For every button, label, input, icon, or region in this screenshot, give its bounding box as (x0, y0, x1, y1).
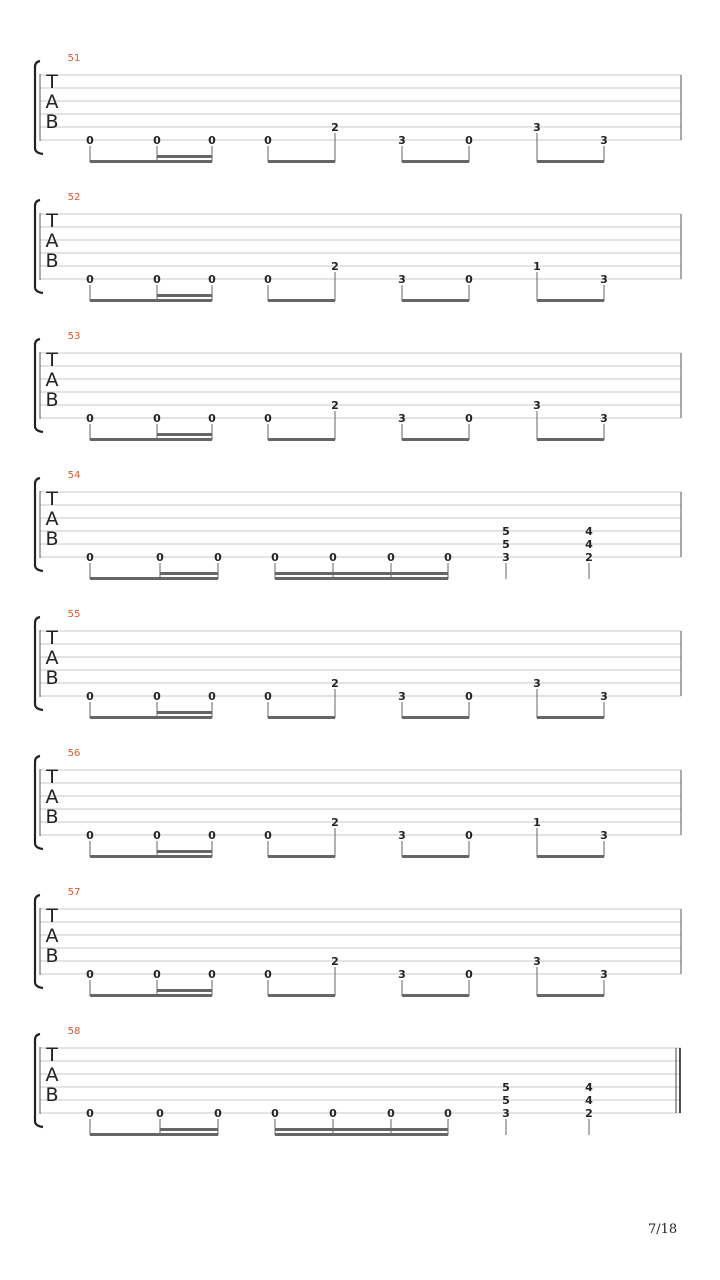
beam (90, 160, 212, 163)
chord-fret-number: 4 (585, 1081, 593, 1094)
beam (90, 855, 212, 858)
secondary-beam (157, 850, 212, 853)
fret-number: 0 (264, 829, 272, 842)
measure-number: 55 (67, 609, 81, 620)
tab-clef-b: B (45, 528, 59, 550)
beam (90, 438, 212, 441)
fret-number: 0 (444, 1107, 452, 1120)
system-56 (35, 748, 681, 858)
fret-number: 0 (271, 551, 279, 564)
measure-number: 54 (67, 470, 81, 481)
beam (402, 855, 469, 858)
chord-fret-number: 3 (502, 1107, 510, 1120)
beam (537, 160, 604, 163)
tab-clef-t: T (46, 1044, 58, 1066)
fret-number: 3 (600, 690, 608, 703)
page-number: 7/18 (648, 1222, 678, 1237)
fret-number: 3 (600, 412, 608, 425)
fret-number: 0 (329, 1107, 337, 1120)
fret-number: 0 (153, 829, 161, 842)
chord-fret-number: 5 (502, 525, 510, 538)
fret-number: 3 (398, 412, 406, 425)
fret-number: 2 (331, 677, 339, 690)
tab-clef-b: B (45, 250, 59, 272)
system-57 (35, 887, 681, 997)
measure-number: 53 (67, 331, 81, 342)
chord-fret-number: 5 (502, 1081, 510, 1094)
beam (537, 716, 604, 719)
secondary-beam (275, 1128, 448, 1131)
fret-number: 0 (153, 968, 161, 981)
fret-number: 0 (264, 412, 272, 425)
beam (90, 577, 218, 580)
measure-number: 58 (67, 1026, 81, 1037)
tab-clef-a: A (45, 508, 59, 530)
fret-number: 0 (86, 968, 94, 981)
chord-fret-number: 2 (585, 551, 593, 564)
tab-clef-t: T (46, 71, 58, 93)
tab-clef-b: B (45, 389, 59, 411)
fret-number: 3 (398, 134, 406, 147)
tab-clef-a: A (45, 647, 59, 669)
secondary-beam (157, 155, 212, 158)
tab-clef-t: T (46, 349, 58, 371)
secondary-beam (157, 294, 212, 297)
fret-number: 0 (208, 829, 216, 842)
fret-number: 0 (214, 551, 222, 564)
measure-number: 52 (67, 192, 81, 203)
fret-number: 2 (331, 121, 339, 134)
secondary-beam (275, 572, 448, 575)
tab-clef-b: B (45, 667, 59, 689)
fret-number: 0 (264, 968, 272, 981)
beam (402, 438, 469, 441)
tab-clef-b: B (45, 945, 59, 967)
fret-number: 0 (153, 690, 161, 703)
fret-number: 3 (600, 134, 608, 147)
measure-number: 56 (67, 748, 81, 759)
system-51 (35, 53, 681, 163)
fret-number: 0 (153, 412, 161, 425)
fret-number: 0 (387, 1107, 395, 1120)
fret-number: 0 (208, 412, 216, 425)
beam (268, 855, 335, 858)
fret-number: 0 (329, 551, 337, 564)
fret-number: 0 (86, 134, 94, 147)
fret-number: 0 (153, 273, 161, 286)
fret-number: 1 (533, 816, 541, 829)
tab-clef-a: A (45, 369, 59, 391)
tab-clef-b: B (45, 1084, 59, 1106)
fret-number: 0 (465, 968, 473, 981)
fret-number: 2 (331, 260, 339, 273)
fret-number: 2 (331, 816, 339, 829)
chord-fret-number: 4 (585, 538, 593, 551)
system-53 (35, 331, 681, 441)
tab-clef-t: T (46, 627, 58, 649)
tab-clef-a: A (45, 925, 59, 947)
fret-number: 0 (465, 412, 473, 425)
fret-number: 0 (86, 273, 94, 286)
beam (90, 716, 212, 719)
beam (268, 716, 335, 719)
fret-number: 3 (398, 829, 406, 842)
fret-number: 3 (533, 399, 541, 412)
fret-number: 3 (600, 273, 608, 286)
beam (402, 994, 469, 997)
fret-number: 0 (271, 1107, 279, 1120)
beam (537, 994, 604, 997)
secondary-beam (157, 433, 212, 436)
beam (537, 299, 604, 302)
measure-number: 51 (67, 53, 81, 64)
fret-number: 0 (86, 412, 94, 425)
fret-number: 0 (156, 1107, 164, 1120)
fret-number: 0 (465, 273, 473, 286)
chord-fret-number: 3 (502, 551, 510, 564)
beam (268, 438, 335, 441)
chord-fret-number: 5 (502, 538, 510, 551)
beam (402, 716, 469, 719)
tab-clef-t: T (46, 766, 58, 788)
beam (268, 994, 335, 997)
fret-number: 0 (208, 134, 216, 147)
beam (537, 855, 604, 858)
beam (90, 1133, 218, 1136)
fret-number: 1 (533, 260, 541, 273)
fret-number: 3 (533, 955, 541, 968)
fret-number: 2 (331, 955, 339, 968)
fret-number: 0 (387, 551, 395, 564)
fret-number: 0 (86, 1107, 94, 1120)
system-52 (35, 192, 681, 302)
system-54 (35, 470, 681, 580)
system-58 (35, 1026, 681, 1136)
tab-clef-a: A (45, 91, 59, 113)
secondary-beam (160, 572, 218, 575)
measure-number: 57 (67, 887, 81, 898)
fret-number: 0 (264, 273, 272, 286)
chord-fret-number: 5 (502, 1094, 510, 1107)
tab-clef-a: A (45, 230, 59, 252)
beam (90, 299, 212, 302)
tab-clef-a: A (45, 786, 59, 808)
fret-number: 3 (600, 829, 608, 842)
secondary-beam (157, 989, 212, 992)
fret-number: 3 (398, 690, 406, 703)
fret-number: 0 (153, 134, 161, 147)
tab-clef-t: T (46, 210, 58, 232)
secondary-beam (157, 711, 212, 714)
beam (268, 299, 335, 302)
beam (275, 577, 448, 580)
fret-number: 0 (208, 968, 216, 981)
fret-number: 0 (86, 690, 94, 703)
beam (268, 160, 335, 163)
fret-number: 0 (264, 134, 272, 147)
secondary-beam (160, 1128, 218, 1131)
fret-number: 0 (86, 829, 94, 842)
beam (275, 1133, 448, 1136)
tab-clef-t: T (46, 905, 58, 927)
fret-number: 0 (86, 551, 94, 564)
fret-number: 0 (214, 1107, 222, 1120)
fret-number: 0 (208, 273, 216, 286)
fret-number: 0 (156, 551, 164, 564)
beam (402, 299, 469, 302)
fret-number: 2 (331, 399, 339, 412)
system-55 (35, 609, 681, 719)
chord-fret-number: 4 (585, 525, 593, 538)
fret-number: 3 (600, 968, 608, 981)
fret-number: 3 (398, 273, 406, 286)
fret-number: 3 (533, 121, 541, 134)
fret-number: 3 (533, 677, 541, 690)
tab-clef-b: B (45, 111, 59, 133)
tab-clef-t: T (46, 488, 58, 510)
fret-number: 0 (444, 551, 452, 564)
fret-number: 0 (264, 690, 272, 703)
beam (90, 994, 212, 997)
fret-number: 0 (465, 134, 473, 147)
beam (537, 438, 604, 441)
fret-number: 0 (465, 829, 473, 842)
fret-number: 0 (208, 690, 216, 703)
fret-number: 3 (398, 968, 406, 981)
tab-clef-a: A (45, 1064, 59, 1086)
chord-fret-number: 2 (585, 1107, 593, 1120)
tab-clef-b: B (45, 806, 59, 828)
fret-number: 0 (465, 690, 473, 703)
chord-fret-number: 4 (585, 1094, 593, 1107)
beam (402, 160, 469, 163)
